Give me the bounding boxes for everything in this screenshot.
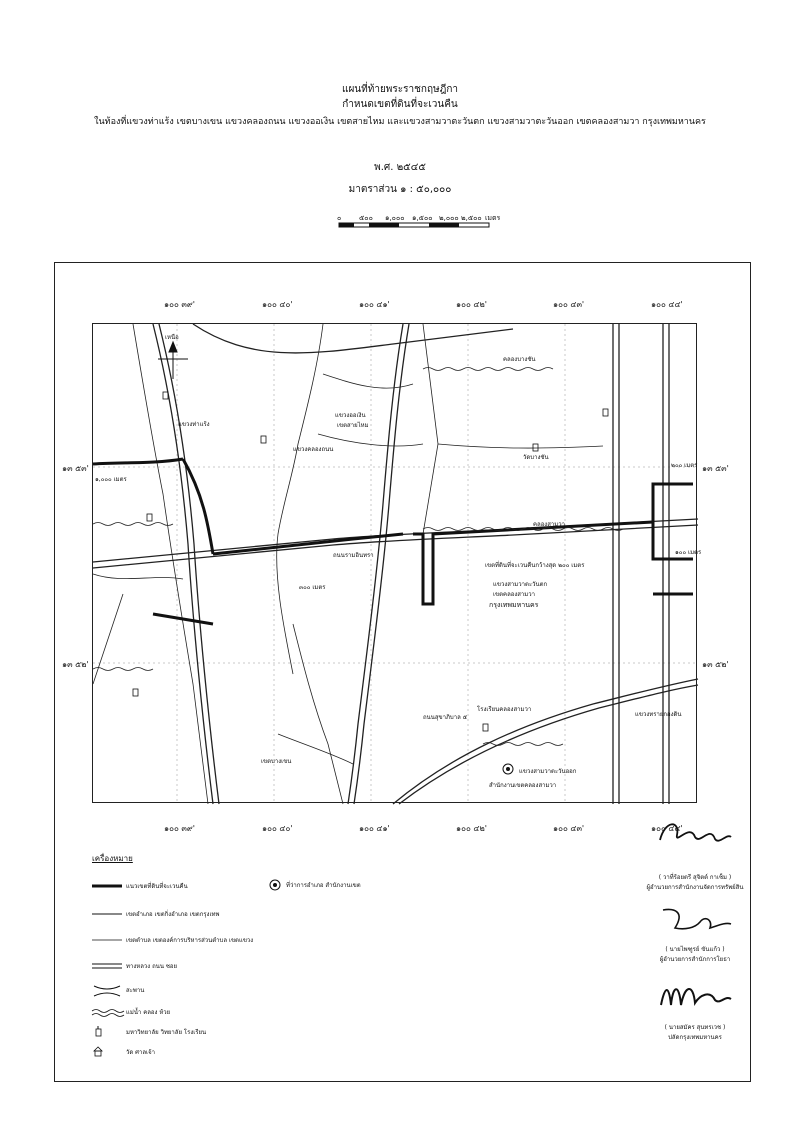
legend-canal-icon: [92, 1006, 124, 1018]
legend-label-subdistrict: เขตตำบล เขตองค์การบริหารส่วนตำบล เขตแขวง: [126, 937, 254, 944]
signature-position-3: ปลัดกรุงเทพมหานคร: [668, 1034, 722, 1041]
legend-label-temple: วัด ศาลเจ้า: [126, 1049, 155, 1056]
label-temple-1: วัดบางชัน: [523, 454, 549, 461]
signature-mark-1: [655, 815, 735, 855]
legend-heavy-line-icon: [92, 880, 124, 892]
signature-mark-2: [655, 900, 735, 940]
legend-item-expropriation: [92, 880, 292, 894]
title-line-1: แผนที่ท้ายพระราชกฤษฎีกา: [342, 84, 458, 95]
legend-item-subdistrict: [92, 934, 292, 948]
top-tick-6: ๑๐๐ ๔๔': [651, 300, 683, 309]
legend-label-bridge: สะพาน: [126, 987, 145, 994]
signature-position-1: ผู้อำนวยการสำนักงานจัดการทรัพย์สิน: [646, 884, 744, 891]
legend-label-school: มหาวิทยาลัย วิทยาลัย โรงเรียน: [126, 1029, 207, 1036]
legend-bridge-icon: [92, 984, 124, 998]
left-tick-1: ๑๓ ๕๓': [62, 464, 89, 473]
label-khlong-samwa: เขตคลองสามวา: [493, 591, 535, 598]
label-expropriation-note: เขตที่ดินที่จะเวนคืนกว้างสุด ๒๐๐ เมตร: [485, 562, 585, 569]
legend-item-district: [92, 908, 292, 922]
legend-item-temple: [92, 1046, 292, 1060]
label-bang-khen: เขตบางเขน: [261, 758, 292, 765]
right-tick-1: ๑๓ ๕๓': [702, 464, 729, 473]
bottom-tick-3: ๑๐๐ ๔๑': [359, 824, 390, 833]
scale-tick-unit: เมตร: [485, 214, 501, 222]
label-samwa-west: แขวงสามวาตะวันตก: [493, 581, 548, 588]
legend-item-canal: [92, 1006, 292, 1020]
legend-road-icon: [92, 960, 124, 972]
label-samwa-east: แขวงสามวาตะวันออก: [519, 768, 577, 775]
top-tick-1: ๑๐๐ ๓๙': [164, 300, 195, 309]
scale-tick-5: ๒,๕๐๐: [461, 214, 482, 222]
bottom-tick-2: ๑๐๐ ๔๐': [262, 824, 293, 833]
label-khlong-thanon: แขวงคลองถนน: [293, 446, 334, 453]
map-area: [92, 323, 702, 803]
signature-name-2: ( นายไพฑูรย์ ขันแก้ว ): [665, 946, 725, 953]
legend-label-expropriation: แนวเขตที่ดินที่จะเวนคืน: [126, 883, 188, 890]
label-north: เหนือ: [165, 334, 179, 341]
signature-name-1: ( วาที่ร้อยตรี สุจิตต์ กาเซ็ม ): [658, 874, 732, 881]
bottom-tick-5: ๑๐๐ ๔๓': [553, 824, 585, 833]
legend-office-icon: [268, 878, 282, 892]
bottom-tick-4: ๑๐๐ ๔๒': [456, 824, 487, 833]
label-tharaeng: แขวงท่าแร้ง: [178, 421, 210, 428]
signature-mark-3: [655, 975, 735, 1019]
legend-label-district: เขตอำเภอ เขตกิ่งอำเภอ เขตกรุงเทพ: [126, 911, 220, 918]
label-width-100: ๑๐๐ เมตร: [675, 549, 702, 556]
top-tick-2: ๑๐๐ ๔๐': [262, 300, 293, 309]
label-orngoen: แขวงออเงิน: [335, 412, 366, 419]
scale-bar: [337, 213, 501, 233]
label-khlong-song: แขวงทรายกองดิน: [635, 711, 682, 718]
left-tick-2: ๑๓ ๕๒': [62, 660, 89, 669]
scale-tick-2: ๑,๐๐๐: [385, 214, 405, 222]
bottom-tick-1: ๑๐๐ ๓๙': [164, 824, 195, 833]
label-road-1: ถนนรามอินทรา: [333, 552, 374, 559]
top-tick-4: ๑๐๐ ๔๒': [456, 300, 487, 309]
signature-block-2: [640, 944, 750, 964]
top-tick-5: ๑๐๐ ๔๓': [553, 300, 585, 309]
legend-temple-icon: [92, 1046, 124, 1058]
scale-tick-1: ๕๐๐: [359, 214, 373, 222]
title-line-2: กำหนดเขตที่ดินที่จะเวนคืน: [342, 99, 458, 110]
map-linework: [93, 324, 698, 804]
label-sai-mai: เขตสายไหม: [337, 422, 369, 429]
title-line-4: พ.ศ. ๒๕๔๕: [374, 162, 426, 173]
legend-label-office: ที่ว่าการอำเภอ สำนักงานเขต: [286, 882, 361, 889]
label-width-300: ๓๐๐ เมตร: [299, 584, 326, 591]
legend-item-road: [92, 960, 292, 974]
signature-block-1: [640, 872, 750, 892]
legend-item-office: [268, 878, 428, 892]
signature-name-3: ( นายสมัคร สุนทรเวช ): [664, 1024, 726, 1031]
label-khlong-lamphai: คลองบางชัน: [503, 356, 536, 363]
right-tick-2: ๑๓ ๕๒': [702, 660, 729, 669]
legend-label-canal: แม่น้ำ คลอง ห้วย: [126, 1009, 171, 1016]
signature-position-2: ผู้อำนวยการสำนักการโยธา: [659, 956, 731, 963]
label-school-1: โรงเรียนคลองสามวา: [477, 706, 532, 713]
bottom-tick-6: ๑๐๐ ๔๔': [651, 824, 683, 833]
legend-school-icon: [92, 1026, 124, 1038]
label-bangkok: กรุงเทพมหานคร: [489, 601, 539, 609]
top-tick-3: ๑๐๐ ๔๑': [359, 300, 390, 309]
label-width-1000: ๑,๐๐๐ เมตร: [95, 476, 127, 483]
scale-tick-4: ๒,๐๐๐: [439, 214, 459, 222]
legend-district-line-icon: [92, 908, 124, 920]
label-district-office: สำนักงานเขตคลองสามวา: [489, 782, 557, 789]
label-road-2: ถนนสุขาภิบาล ๕: [423, 714, 468, 721]
scale-text: มาตราส่วน ๑ : ๕๐,๐๐๐: [348, 184, 452, 195]
legend-title: เครื่องหมาย: [92, 854, 133, 863]
legend-item-bridge: [92, 984, 292, 998]
label-width-200: ๒๐๐ เมตร: [671, 462, 698, 469]
legend-item-school: [92, 1026, 292, 1040]
signature-block-3: [640, 1022, 750, 1042]
title-line-3: ในท้องที่แขวงท่าแร้ง เขตบางเขน แขวงคลองถนน แขวงออเงิน เขตสายไหม และแขวงสามวาตะวันตก แขวงสามวาตะวันออก เขตคลองสามวา กรุงเทพมหานคร: [94, 117, 706, 127]
scale-tick-0: ๐: [337, 214, 342, 222]
label-khlong-samwa-canal: คลองสามวา: [533, 521, 565, 528]
legend-subdistrict-line-icon: [92, 934, 124, 946]
legend-label-road: ทางหลวง ถนน ซอย: [126, 963, 178, 970]
scale-tick-3: ๑,๕๐๐: [412, 214, 433, 222]
